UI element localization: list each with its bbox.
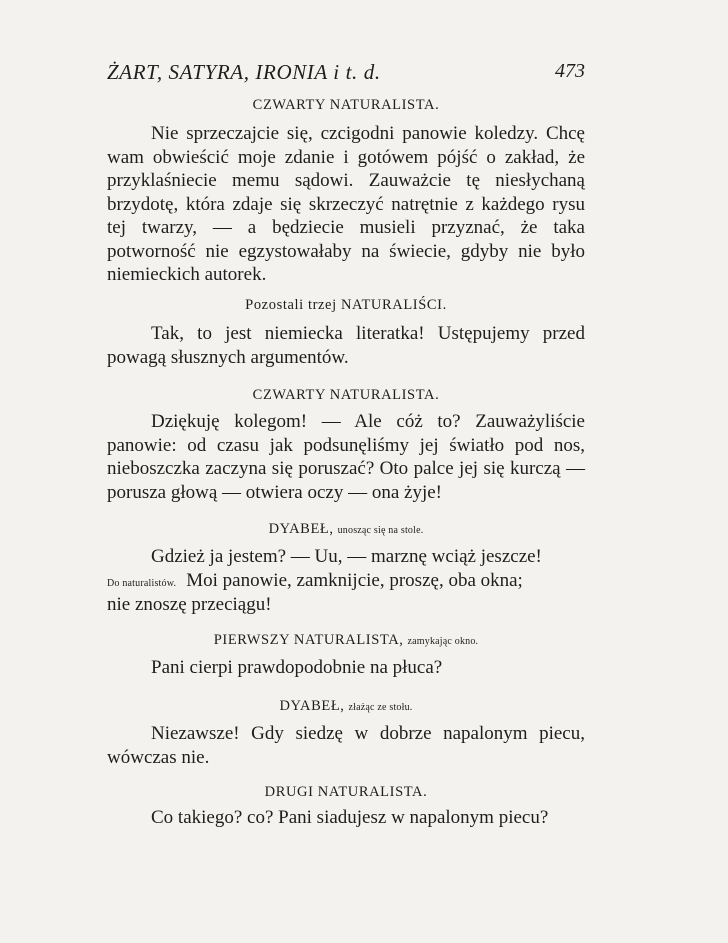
dialogue-line: Pani cierpi prawdopodobnie na płuca? <box>151 657 443 678</box>
speaker-heading <box>107 632 585 649</box>
dialogue-line: Gdzież ja jestem? — Uu, — marznę wciąż jeszcze! <box>151 546 542 567</box>
speaker-name: Pozostali trzej NATURALIŚCI. <box>245 297 447 313</box>
stage-direction: zamykając okno. <box>407 636 479 647</box>
dialogue-line: Co takiego? co? Pani siadujesz w napalonym piecu? <box>151 807 549 828</box>
dialogue-text: Moi panowie, zamknijcie, proszę, oba okna; <box>186 570 523 591</box>
speaker-heading <box>107 784 585 801</box>
speaker-heading <box>107 97 585 114</box>
speaker-name: DRUGI NATURALISTA. <box>264 784 428 800</box>
speaker-heading <box>107 297 585 314</box>
dialogue-paragraph: Dziękuję kolegom! — Ale cóż to? Zauważyliście panowie: od czasu jak podsunęliśmy jej światło pod nos, nieboszczka zaczyna się poruszać? Oto palce jej się kurczą — porusza głową — otwiera oczy — ona żyje! <box>107 411 585 503</box>
dialogue-paragraph: Nie sprzeczajcie się, czcigodni panowie koledzy. Chcę wam obwieścić moje zdanie i gotówem pójść o zakład, że przyklaśniecie memu sądowi. Zauważcie tę niesłychaną brzydotę, która zdaje się skrzeczyć natrętnie z każdego rysu tej twarzy, — a będziecie musieli przyznać, że taka potworność nie egzystowałaby na świecie, gdyby nie było niemieckich autorek. <box>107 123 585 285</box>
speaker-name: CZWARTY NATURALISTA. <box>252 97 440 113</box>
speaker-heading <box>107 698 585 715</box>
side-stage-direction: Do naturalistów. <box>107 578 177 589</box>
speaker-heading <box>107 387 585 404</box>
page-number: 473 <box>555 60 585 82</box>
stage-direction: złażąc ze stołu. <box>348 702 413 713</box>
dialogue-paragraph: Tak, to jest niemiecka literatka! Ustępujemy przed powagą słusznych argumentów. <box>107 323 585 368</box>
dialogue-paragraph: Niezawsze! Gdy siedzę w dobrze napalonym piecu, wówczas nie. <box>107 723 585 768</box>
speaker-heading <box>107 521 585 538</box>
dialogue-line: nie znoszę przeciągu! <box>107 594 272 615</box>
running-header <box>107 60 585 90</box>
speaker-name: DYABEŁ, <box>268 521 334 537</box>
stage-direction: unosząc się na stole. <box>337 525 424 536</box>
speaker-name: DYABEŁ, <box>279 698 345 714</box>
speaker-name: PIERWSZY NATURALISTA, <box>213 632 404 648</box>
speaker-name: CZWARTY NATURALISTA. <box>252 387 440 403</box>
running-title: ŻART, SATYRA, IRONIA i t. d. <box>107 60 381 84</box>
dialogue-line-with-direction <box>107 569 585 596</box>
